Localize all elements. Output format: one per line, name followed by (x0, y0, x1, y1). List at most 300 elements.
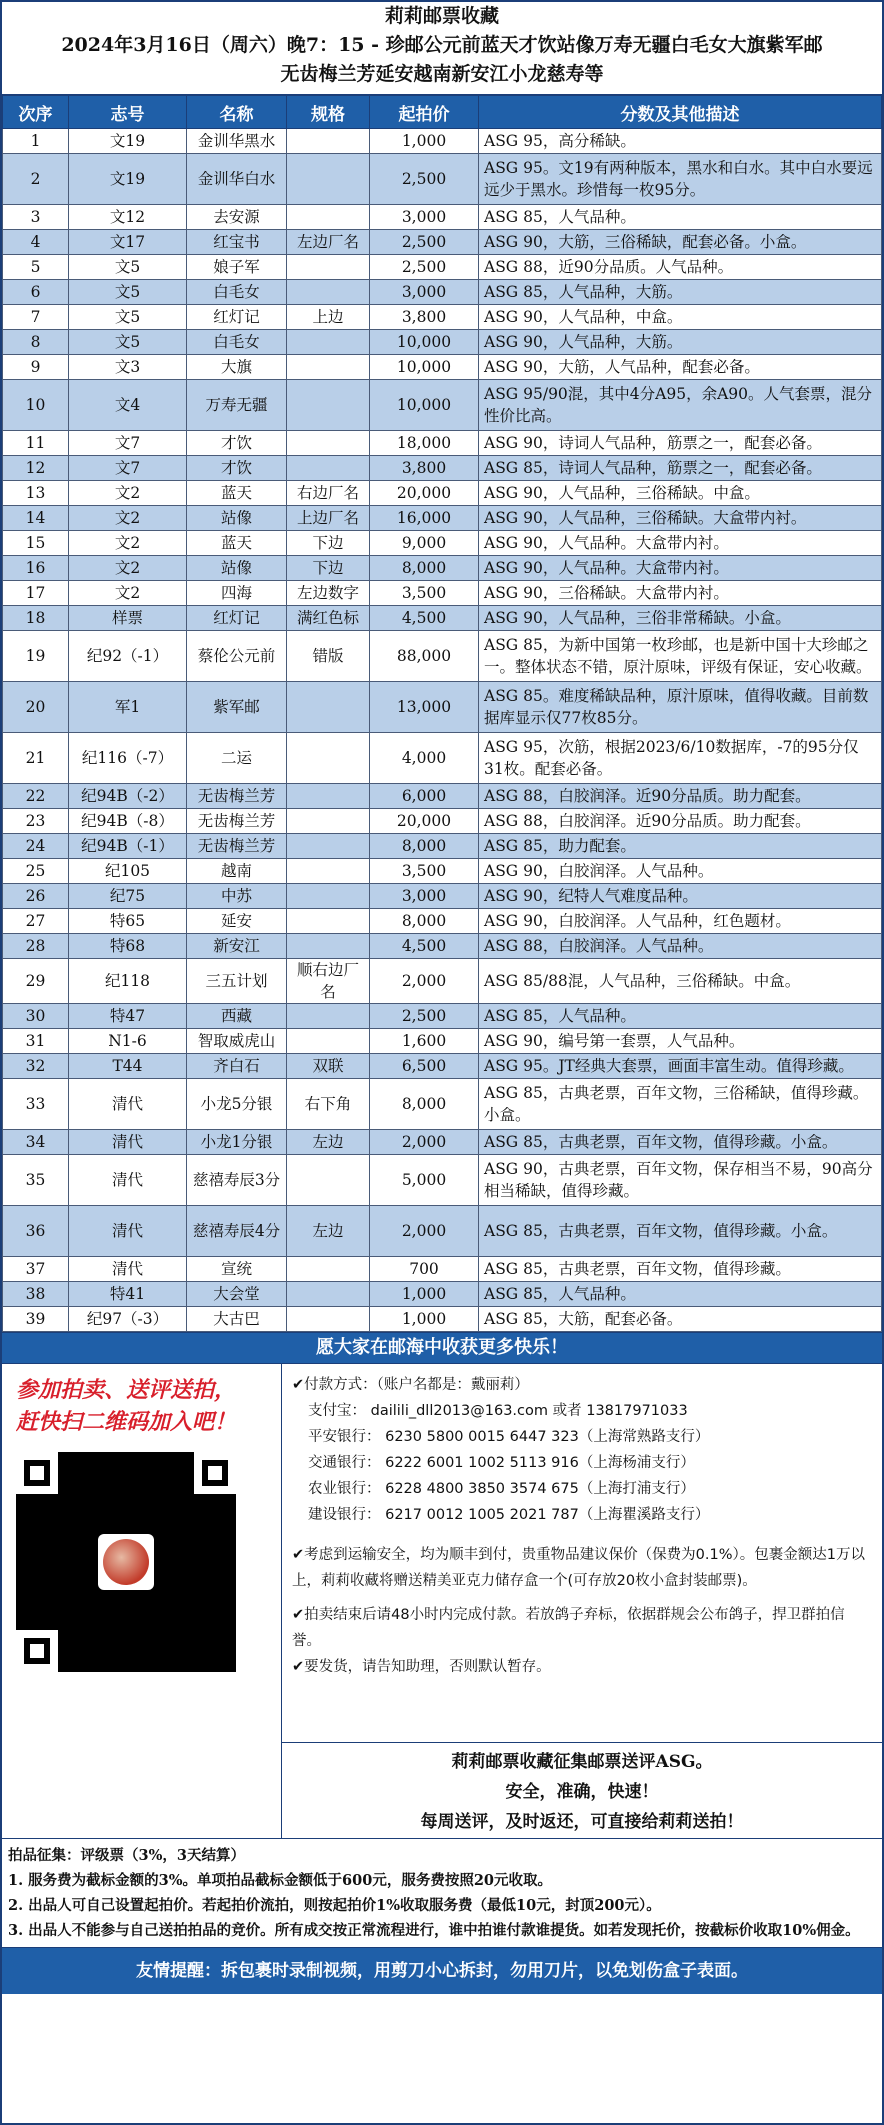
row-price: 8,000 (370, 556, 479, 581)
row-name: 新安江 (187, 934, 287, 959)
asg-line3: 每周送评，及时返还，可直接给莉莉送拍！ (420, 1812, 744, 1832)
row-price: 1,600 (370, 1029, 479, 1054)
row-spec (287, 682, 370, 733)
row-index: 10 (3, 380, 69, 431)
row-spec (287, 934, 370, 959)
row-code: 文3 (69, 355, 187, 380)
row-spec: 下边 (287, 556, 370, 581)
row-price: 2,000 (370, 959, 479, 1004)
table-row (3, 1307, 882, 1332)
row-desc: ASG 90，人气品种。大盒带内衬。 (479, 556, 882, 581)
row-code: 样票 (69, 606, 187, 631)
col-header-desc: 分数及其他描述 (479, 96, 882, 129)
row-index: 26 (3, 884, 69, 909)
row-index: 30 (3, 1004, 69, 1029)
row-desc: ASG 85，为新中国第一枚珍邮，也是新中国十大珍邮之一。整体状态不错，原汁原味，评级有保证，安心收藏。 (479, 631, 882, 682)
row-index: 25 (3, 859, 69, 884)
asg-line2: 安全，准确，快速！ (505, 1782, 659, 1802)
row-price: 700 (370, 1257, 479, 1282)
table-row (3, 1257, 882, 1282)
row-code: 文4 (69, 380, 187, 431)
row-price: 4,000 (370, 733, 479, 784)
header-line1: 莉莉邮票收藏 (384, 5, 499, 27)
row-desc: ASG 85。难度稀缺品种，原汁原味，值得收藏。目前数据库显示仅77枚85分。 (479, 682, 882, 733)
row-name: 无齿梅兰芳 (187, 834, 287, 859)
row-code: 纪92（-1） (69, 631, 187, 682)
table-row (3, 1079, 882, 1130)
col-header-spec: 规格 (287, 96, 370, 129)
row-desc: ASG 85，人气品种。 (479, 205, 882, 230)
row-spec (287, 129, 370, 154)
row-price: 8,000 (370, 834, 479, 859)
row-index: 2 (3, 154, 69, 205)
row-price: 1,000 (370, 1307, 479, 1332)
row-index: 19 (3, 631, 69, 682)
row-name: 二运 (187, 733, 287, 784)
row-spec: 左边 (287, 1130, 370, 1155)
row-code: 文17 (69, 230, 187, 255)
table-row (3, 581, 882, 606)
row-name: 红灯记 (187, 606, 287, 631)
payment-panel (282, 1364, 882, 1838)
info-section (2, 1364, 882, 1839)
row-name: 大旗 (187, 355, 287, 380)
row-index: 12 (3, 456, 69, 481)
table-row (3, 1155, 882, 1206)
row-desc: ASG 85，大筋，配套必备。 (479, 1307, 882, 1332)
row-index: 28 (3, 934, 69, 959)
table-row (3, 809, 882, 834)
row-code: 文19 (69, 154, 187, 205)
row-spec: 下边 (287, 531, 370, 556)
col-header-index: 次序 (3, 96, 69, 129)
row-code: 特68 (69, 934, 187, 959)
row-spec (287, 1155, 370, 1206)
terms-item: 2. 出品人可自己设置起拍价。若起拍价流拍，则按起拍价1%收取服务费（最低10元，封顶200元）。 (8, 1897, 661, 1914)
row-index: 4 (3, 230, 69, 255)
row-code: 纪75 (69, 884, 187, 909)
bank-line: 建设银行： 6217 0012 1005 2021 787（上海瞿溪路支行） (308, 1507, 710, 1523)
row-spec (287, 859, 370, 884)
row-spec (287, 255, 370, 280)
header-line3: 无齿梅兰芳延安越南新安江小龙慈寿等 (280, 63, 604, 85)
row-price: 10,000 (370, 355, 479, 380)
row-name: 蔡伦公元前 (187, 631, 287, 682)
header (2, 2, 882, 95)
bank-line: 农业银行： 6228 4800 3850 3574 675（上海打浦支行） (308, 1481, 695, 1497)
row-desc: ASG 90，人气品种，三俗稀缺。中盒。 (479, 481, 882, 506)
row-desc: ASG 90，人气品种，中盒。 (479, 305, 882, 330)
row-name: 娘子军 (187, 255, 287, 280)
row-name: 大古巴 (187, 1307, 287, 1332)
row-name: 红宝书 (187, 230, 287, 255)
row-code: 文12 (69, 205, 187, 230)
row-spec (287, 431, 370, 456)
row-price: 5,000 (370, 1155, 479, 1206)
row-code: 纪97（-3） (69, 1307, 187, 1332)
row-price: 2,000 (370, 1206, 479, 1257)
shipping-note: ✔考虑到运输安全，均为顺丰到付，贵重物品建议保价（保费为0.1%）。包裹金额达1万以上，莉莉收藏将赠送精美亚克力储存盒一个(可存放20枚小盒封装邮票)。 (292, 1547, 865, 1589)
row-code: 纪94B（-1） (69, 834, 187, 859)
row-index: 38 (3, 1282, 69, 1307)
row-spec (287, 330, 370, 355)
asg-service (282, 1742, 882, 1838)
table-row (3, 859, 882, 884)
row-index: 16 (3, 556, 69, 581)
row-index: 1 (3, 129, 69, 154)
table-row (3, 355, 882, 380)
terms-item: 3. 出品人不能参与自己送拍拍品的竞价。所有成交按正常流程进行，谁中拍谁付款谁提货。如若发现托价，按截标价收取10%佣金。 (8, 1922, 860, 1939)
row-price: 3,800 (370, 456, 479, 481)
row-code: 文2 (69, 506, 187, 531)
row-name: 无齿梅兰芳 (187, 784, 287, 809)
row-price: 3,000 (370, 884, 479, 909)
table-row (3, 154, 882, 205)
row-name: 齐白石 (187, 1054, 287, 1079)
table-row (3, 1004, 882, 1029)
row-price: 2,000 (370, 1130, 479, 1155)
row-index: 22 (3, 784, 69, 809)
row-spec: 左边数字 (287, 581, 370, 606)
payment-info (282, 1364, 882, 1742)
row-code: N1-6 (69, 1029, 187, 1054)
avatar (98, 1534, 154, 1590)
row-spec (287, 280, 370, 305)
row-spec: 右边厂名 (287, 481, 370, 506)
row-code: 清代 (69, 1257, 187, 1282)
row-price: 18,000 (370, 431, 479, 456)
row-name: 蓝天 (187, 481, 287, 506)
row-desc: ASG 95。文19有两种版本，黑水和白水。其中白水要远远少于黑水。珍惜每一枚95分。 (479, 154, 882, 205)
row-code: 文7 (69, 431, 187, 456)
row-index: 11 (3, 431, 69, 456)
table-row (3, 330, 882, 355)
table-row (3, 934, 882, 959)
row-desc: ASG 95，次筋，根据2023/6/10数据库，-7的95分仅31枚。配套必备。 (479, 733, 882, 784)
row-desc: ASG 90，三俗稀缺。大盒带内衬。 (479, 581, 882, 606)
footer-reminder: 友情提醒：拆包裹时录制视频，用剪刀小心拆封，勿用刀片，以免划伤盒子表面。 (2, 1948, 882, 1994)
row-name: 才饮 (187, 431, 287, 456)
row-name: 大会堂 (187, 1282, 287, 1307)
table-row (3, 909, 882, 934)
row-index: 8 (3, 330, 69, 355)
table-row (3, 1029, 882, 1054)
header-line2: 2024年3月16日（周六）晚7：15 - 珍邮公元前蓝天才饮站像万寿无疆白毛女大旗紫军邮 (61, 34, 823, 56)
table-row (3, 431, 882, 456)
bank-line: 交通银行： 6222 6001 1002 5113 916（上海杨浦支行） (308, 1455, 695, 1471)
row-index: 7 (3, 305, 69, 330)
table-row (3, 380, 882, 431)
terms-section (2, 1839, 882, 1948)
row-spec (287, 1307, 370, 1332)
row-desc: ASG 85，诗词人气品种，筋票之一，配套必备。 (479, 456, 882, 481)
row-code: 特41 (69, 1282, 187, 1307)
row-desc: ASG 90，大筋，三俗稀缺，配套必备。小盒。 (479, 230, 882, 255)
table-row (3, 506, 882, 531)
row-desc: ASG 90，古典老票，百年文物，保存相当不易，90高分相当稀缺，值得珍藏。 (479, 1155, 882, 1206)
payment-deadline-note: ✔拍卖结束后请48小时内完成付款。若放鸽子弃标，依据群规会公布鸽子，捍卫群拍信誉。 (292, 1607, 845, 1649)
row-name: 智取威虎山 (187, 1029, 287, 1054)
row-name: 四海 (187, 581, 287, 606)
row-spec (287, 834, 370, 859)
row-desc: ASG 85，人气品种。 (479, 1282, 882, 1307)
row-desc: ASG 90，人气品种，大筋。 (479, 330, 882, 355)
row-desc: ASG 85，古典老票，百年文物，三俗稀缺，值得珍藏。小盒。 (479, 1079, 882, 1130)
row-code: 文5 (69, 305, 187, 330)
row-index: 21 (3, 733, 69, 784)
row-code: 文5 (69, 255, 187, 280)
storage-note: ✔要发货，请告知助理，否则默认暂存。 (292, 1659, 551, 1675)
row-desc: ASG 90，人气品种。大盒带内衬。 (479, 531, 882, 556)
row-name: 慈禧寿辰3分 (187, 1155, 287, 1206)
table-row (3, 784, 882, 809)
row-index: 23 (3, 809, 69, 834)
join-panel (2, 1364, 282, 1838)
row-spec: 顺右边厂名 (287, 959, 370, 1004)
row-code: 特47 (69, 1004, 187, 1029)
row-index: 36 (3, 1206, 69, 1257)
row-name: 三五计划 (187, 959, 287, 1004)
row-name: 西藏 (187, 1004, 287, 1029)
row-code: 特65 (69, 909, 187, 934)
row-desc: ASG 85/88混，人气品种，三俗稀缺。中盒。 (479, 959, 882, 1004)
row-index: 24 (3, 834, 69, 859)
row-price: 3,500 (370, 859, 479, 884)
row-index: 29 (3, 959, 69, 1004)
row-index: 33 (3, 1079, 69, 1130)
row-name: 才饮 (187, 456, 287, 481)
row-name: 蓝天 (187, 531, 287, 556)
table-row (3, 230, 882, 255)
greeting-banner: 愿大家在邮海中收获更多快乐！ (2, 1332, 882, 1364)
row-spec (287, 809, 370, 834)
row-spec (287, 380, 370, 431)
col-header-code: 志号 (69, 96, 187, 129)
row-index: 37 (3, 1257, 69, 1282)
row-desc: ASG 90，纪特人气难度品种。 (479, 884, 882, 909)
row-name: 无齿梅兰芳 (187, 809, 287, 834)
row-spec: 左边 (287, 1206, 370, 1257)
lot-table (2, 95, 882, 1332)
row-index: 34 (3, 1130, 69, 1155)
row-desc: ASG 95/90混，其中4分A95，余A90。人气套票，混分性价比高。 (479, 380, 882, 431)
row-code: 纪116（-7） (69, 733, 187, 784)
join-line2: 赶快扫二维码加入吧！ (16, 1409, 237, 1435)
table-row (3, 733, 882, 784)
row-desc: ASG 88，近90分品质。人气品种。 (479, 255, 882, 280)
row-spec: 满红色标 (287, 606, 370, 631)
row-code: 清代 (69, 1155, 187, 1206)
row-name: 金训华白水 (187, 154, 287, 205)
row-price: 10,000 (370, 380, 479, 431)
row-code: 文2 (69, 481, 187, 506)
row-name: 中苏 (187, 884, 287, 909)
table-row (3, 606, 882, 631)
row-name: 万寿无疆 (187, 380, 287, 431)
row-spec: 上边厂名 (287, 506, 370, 531)
row-code: 军1 (69, 682, 187, 733)
table-row (3, 631, 882, 682)
row-code: 清代 (69, 1079, 187, 1130)
row-index: 31 (3, 1029, 69, 1054)
row-price: 2,500 (370, 230, 479, 255)
table-row (3, 1130, 882, 1155)
row-price: 3,000 (370, 205, 479, 230)
table-row (3, 255, 882, 280)
row-price: 88,000 (370, 631, 479, 682)
row-price: 3,800 (370, 305, 479, 330)
row-code: 文19 (69, 129, 187, 154)
row-desc: ASG 95，高分稀缺。 (479, 129, 882, 154)
row-code: 清代 (69, 1130, 187, 1155)
row-name: 慈禧寿辰4分 (187, 1206, 287, 1257)
row-name: 小龙5分银 (187, 1079, 287, 1130)
row-code: 文2 (69, 581, 187, 606)
row-spec (287, 1282, 370, 1307)
table-row (3, 1206, 882, 1257)
row-price: 2,500 (370, 255, 479, 280)
row-desc: ASG 90，编号第一套票，人气品种。 (479, 1029, 882, 1054)
row-code: 文5 (69, 330, 187, 355)
row-name: 越南 (187, 859, 287, 884)
row-price: 20,000 (370, 481, 479, 506)
row-code: 文7 (69, 456, 187, 481)
table-row (3, 1282, 882, 1307)
row-spec (287, 456, 370, 481)
row-code: 文2 (69, 531, 187, 556)
row-price: 9,000 (370, 531, 479, 556)
row-desc: ASG 90，大筋，人气品种，配套必备。 (479, 355, 882, 380)
table-row (3, 280, 882, 305)
table-row (3, 1054, 882, 1079)
row-spec (287, 909, 370, 934)
row-spec: 双联 (287, 1054, 370, 1079)
row-price: 3,500 (370, 581, 479, 606)
row-name: 宣统 (187, 1257, 287, 1282)
row-name: 小龙1分银 (187, 1130, 287, 1155)
table-row (3, 456, 882, 481)
qr-code-icon[interactable] (16, 1452, 236, 1672)
table-row (3, 305, 882, 330)
table-row (3, 682, 882, 733)
row-name: 去安源 (187, 205, 287, 230)
row-name: 白毛女 (187, 280, 287, 305)
row-name: 延安 (187, 909, 287, 934)
row-desc: ASG 85，古典老票，百年文物，值得珍藏。 (479, 1257, 882, 1282)
row-spec: 右下角 (287, 1079, 370, 1130)
terms-title: 拍品征集：评级票（3%，3天结算） (8, 1847, 245, 1864)
row-name: 站像 (187, 506, 287, 531)
row-index: 6 (3, 280, 69, 305)
row-index: 35 (3, 1155, 69, 1206)
table-row (3, 834, 882, 859)
asg-line1: 莉莉邮票收藏征集邮票送评ASG。 (451, 1752, 713, 1772)
row-desc: ASG 85，古典老票，百年文物，值得珍藏。小盒。 (479, 1130, 882, 1155)
row-index: 27 (3, 909, 69, 934)
row-spec (287, 154, 370, 205)
row-desc: ASG 90，白胶润泽。人气品种。 (479, 859, 882, 884)
row-code: 纪118 (69, 959, 187, 1004)
row-price: 6,500 (370, 1054, 479, 1079)
terms-item: 1. 服务费为截标金额的3%。单项拍品截标金额低于600元，服务费按照20元收取。 (8, 1872, 552, 1889)
row-spec (287, 355, 370, 380)
row-desc: ASG 90，白胶润泽。人气品种，红色题材。 (479, 909, 882, 934)
row-price: 2,500 (370, 1004, 479, 1029)
table-row (3, 556, 882, 581)
row-spec (287, 1029, 370, 1054)
table-row (3, 205, 882, 230)
payment-title: ✔付款方式：（账户名都是：戴丽莉） (292, 1377, 529, 1393)
row-name: 站像 (187, 556, 287, 581)
row-price: 8,000 (370, 909, 479, 934)
row-spec (287, 1257, 370, 1282)
row-spec: 上边 (287, 305, 370, 330)
row-price: 4,500 (370, 934, 479, 959)
row-index: 18 (3, 606, 69, 631)
bank-line: 平安银行： 6230 5800 0015 6447 323（上海常熟路支行） (308, 1429, 710, 1445)
row-desc: ASG 85，人气品种，大筋。 (479, 280, 882, 305)
row-index: 20 (3, 682, 69, 733)
row-spec (287, 784, 370, 809)
row-index: 3 (3, 205, 69, 230)
row-desc: ASG 88，白胶润泽。近90分品质。助力配套。 (479, 784, 882, 809)
row-code: T44 (69, 1054, 187, 1079)
row-index: 15 (3, 531, 69, 556)
row-index: 5 (3, 255, 69, 280)
col-header-name: 名称 (187, 96, 287, 129)
table-row (3, 129, 882, 154)
row-price: 6,000 (370, 784, 479, 809)
row-code: 文2 (69, 556, 187, 581)
row-spec (287, 1004, 370, 1029)
row-desc: ASG 95。JT经典大套票，画面丰富生动。值得珍藏。 (479, 1054, 882, 1079)
table-row (3, 531, 882, 556)
row-name: 紫军邮 (187, 682, 287, 733)
row-desc: ASG 85，人气品种。 (479, 1004, 882, 1029)
row-desc: ASG 85，古典老票，百年文物，值得珍藏。小盒。 (479, 1206, 882, 1257)
row-spec (287, 884, 370, 909)
row-index: 39 (3, 1307, 69, 1332)
alipay-line: 支付宝： dailili_dll2013@163.com 或者 13817971033 (308, 1403, 688, 1419)
row-spec (287, 733, 370, 784)
row-price: 1,000 (370, 129, 479, 154)
row-index: 13 (3, 481, 69, 506)
row-price: 1,000 (370, 1282, 479, 1307)
row-index: 17 (3, 581, 69, 606)
table-row (3, 481, 882, 506)
row-desc: ASG 88，白胶润泽。人气品种。 (479, 934, 882, 959)
row-price: 4,500 (370, 606, 479, 631)
row-desc: ASG 90，诗词人气品种，筋票之一，配套必备。 (479, 431, 882, 456)
row-desc: ASG 90，人气品种，三俗稀缺。大盒带内衬。 (479, 506, 882, 531)
row-desc: ASG 88，白胶润泽。近90分品质。助力配套。 (479, 809, 882, 834)
row-name: 金训华黑水 (187, 129, 287, 154)
row-price: 13,000 (370, 682, 479, 733)
row-desc: ASG 90，人气品种，三俗非常稀缺。小盒。 (479, 606, 882, 631)
row-code: 纪94B（-2） (69, 784, 187, 809)
row-price: 10,000 (370, 330, 479, 355)
row-code: 纪94B（-8） (69, 809, 187, 834)
row-spec: 错版 (287, 631, 370, 682)
row-code: 清代 (69, 1206, 187, 1257)
row-code: 纪105 (69, 859, 187, 884)
row-price: 3,000 (370, 280, 479, 305)
row-code: 文5 (69, 280, 187, 305)
col-header-price: 起拍价 (370, 96, 479, 129)
table-header (3, 96, 882, 129)
row-index: 32 (3, 1054, 69, 1079)
join-line1: 参加拍卖、送评送拍， (16, 1377, 237, 1403)
